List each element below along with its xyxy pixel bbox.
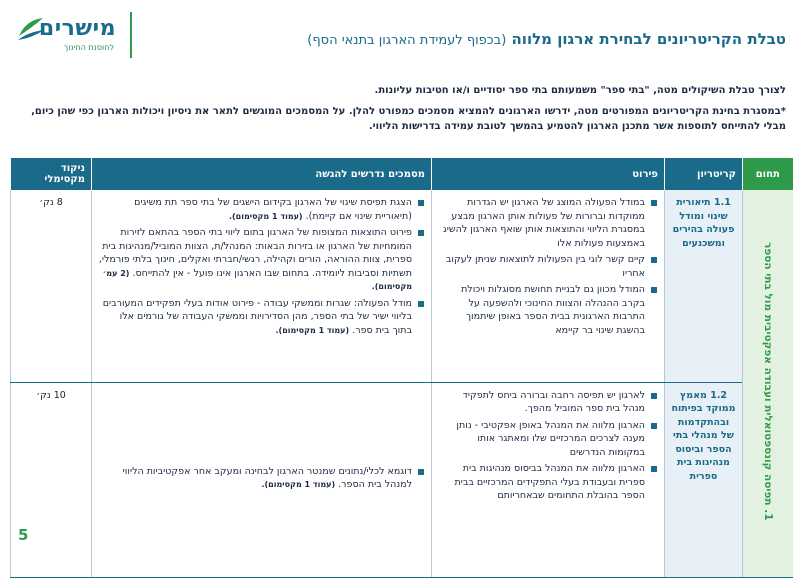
- doc-note: (2 עמ׳ מקסימום).: [102, 268, 412, 291]
- list-item: [98, 297, 425, 338]
- doc-note: (עמוד 1 מקסימום).: [275, 325, 350, 335]
- criterion-cell: 1.2 מאמץ ממוקד בפיתוח ובהתקדמות של מנהלי בתי הספר וביסוס מנהיגות בית ספרית: [665, 382, 743, 577]
- list-item: [98, 226, 425, 294]
- intro-line-1: לצורך טבלת השיקולים מטה, "בתי ספר" משמעותם בתי ספר יסודיים ו/או חטיבות עליונות.: [374, 85, 786, 96]
- page-title-main: טבלת הקריטריונים לבחירת ארגון מלווה: [511, 30, 786, 48]
- header-score: ניקוד מקסימלי: [11, 158, 92, 190]
- header-docs: מסמכים נדרשים להגשה: [92, 158, 432, 190]
- docs-cell: [92, 190, 432, 382]
- logo-name: מישרים: [38, 16, 116, 41]
- domain-cell: [743, 190, 793, 577]
- details-cell: [432, 382, 665, 577]
- table-row: [11, 382, 793, 577]
- doc-note: (עמוד 1 מקסימום).: [261, 480, 336, 489]
- docs-cell: [92, 382, 432, 577]
- intro-line-2: *במסגרת בחינת הקריטריונים המפורטים מטה, ידרשו הארגונים להמציא מסמכים כמפורט להלן. על המסמכים המוגשים לתאר את ניסיון ויכולות הארגון כפי שהן כיום, מבלי להתייחס לתוספות אשר מתכנן הארגון להטמיע בהמשך לטובת עמידה בדרישות הליווי.: [31, 106, 786, 132]
- list-item: [98, 196, 425, 223]
- header-domain: תחום: [743, 158, 793, 190]
- domain-label: 1. תפיסה קונספטואלית ועבודה אפקטיבית מול בתי הספר: [761, 241, 774, 521]
- header-criterion: קריטריון: [665, 158, 743, 190]
- score-cell: 8 נק׳: [11, 190, 92, 382]
- doc-text: דוגמא לכלי/נתונים שמנטר הארגון לבחינה ומעקב אחר אפקטיביות הליווי למנהל בית הספר.: [122, 465, 412, 490]
- list-item: המודל מכוון גם לבניית תחושת מסוגלות ויכולת בקרב ההנהלה והצוות החינוכי ולהשפעה על התרבות הארגונית בבית הספר באופן שיתמוך בהשגת שינוי בר קיימא: [438, 283, 658, 337]
- list-item: במודל הפעולה המוצג של הארגון יש הגדרות ממוקדות וברורות של פעולות אותן הארגון מבצע במסגרת הליווי והתוצאות אותן שואף הארגון להשיג באמצעות פעולות אלו: [438, 196, 658, 250]
- doc-text: פירוט התוצאות המצופות של הארגון בתום ליווי בתי הספר בהתאם לזירות המומחיות של הארגון או בזירות הבאות: המנהל/ת, הצוות המוביל/מנהיגות בית ספרית, צוות ההוראה, הורים וקהילה, רגשי/חברתי ואקלים, חינוך בלתי פורמלי, תשתיות וסביבות ליומידה. בתחום שבו הארגון אינו פועל - אין להתייחס.: [98, 227, 412, 279]
- logo-tagline: לחוסנת החינוך: [63, 43, 114, 52]
- doc-note: (עמוד 1 מקסימום).: [228, 211, 303, 221]
- criterion-cell: 1.1 תיאורית שינוי ומודל פעולה בהירים ומשכנעים: [665, 190, 743, 382]
- table-header-row: [11, 158, 793, 190]
- header-divider: [130, 12, 132, 58]
- page-header: [0, 0, 800, 70]
- score-cell: 10 נק׳: [11, 382, 92, 577]
- page-title: [307, 30, 786, 48]
- details-cell: [432, 190, 665, 382]
- criteria-table: [10, 158, 793, 578]
- page-number: 5: [18, 526, 29, 544]
- list-item: הארגון מלווה את המנהל בביסוס מנהיגות בית ספרית ובעבודת בעלי התפקידים המרכזיים בבית הספר בהובלת התחומים שבאחריותם: [438, 462, 658, 503]
- list-item: לארגון יש תפיסה רחבה וברורה ביחס לתפקיד מנהל בית ספר המוביל מהפך.: [438, 389, 658, 416]
- table-row: [11, 190, 793, 382]
- doc-text: הצגת תפיסת שינוי של הארגון בקידום הישגים של בתי ספר תת משיגים (תיאוריית שינוי אם קיימת).: [134, 197, 412, 222]
- logo: [16, 12, 116, 58]
- list-item: הארגון מלווה את המנהל באופן אפקטיבי - נותן מענה לצרכים המרכזיים שלו ומאתגר אותו במקומות הנדרשים: [438, 419, 658, 460]
- list-item: [98, 465, 425, 492]
- header-details: פירוט: [432, 158, 665, 190]
- page-title-sub: (בכפוף לעמידת הארגון בתנאי הסף): [307, 33, 507, 48]
- list-item: קיים קשר לוגי בין הפעולות לתוצאות שניתן לעקוב אחריו: [438, 253, 658, 280]
- doc-text: מודל הפעולה: שגרות וממשקי עבודה - פירוט אודות בעלי תפקידים המעורבים בליווי ישיר של בתי הספר, מהן הסדירויות וממשקי העבודה של גורמים אלו בתוך בית ספר.: [102, 297, 412, 336]
